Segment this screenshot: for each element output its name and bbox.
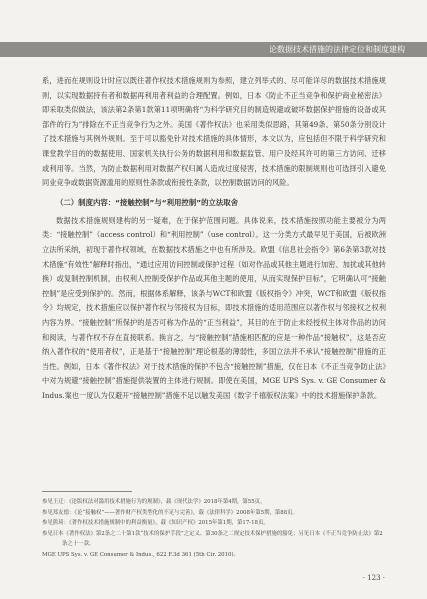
footnote: 参见熊琦：《著作权技术措施规制中的利益衡量》，载《知识产权》2015年第1期，第17-18页。 — [42, 520, 269, 526]
footnote: 参见日本《著作权法》第2条之二十第1款“技术的保护手段”之定义、第30条之二规定技术保护措施的豁免；另见日本《不正当竞争防止法》第2条之十一款。 — [42, 530, 383, 547]
footnote: MGE UPS Sys. v. GE Consumer & Indus., 622 F.3d 361 (5th Cir. 2010). — [42, 551, 236, 558]
footnote: 参见王迁：《论版权法对滥用技术措施行为的规制》，载《现代法学》2018年第4期，第55页。 — [42, 499, 266, 505]
section-heading: （二）制度内容：“接触控制”与“利用控制”的立法取舍 — [56, 197, 239, 207]
footnotes — [42, 497, 386, 560]
paragraph: 数据技术措施规则建构的另一疑难，在于保护范围问题。具体说来，技术措施按照功能主要被分为两类：“接触控制”（access control）和“利用控制”（use control）。这一分类方式最早见于美国，后被欧洲立法所采纳，初现于著作权领域，在数据技术措施之中也有所涉及。欧盟《信息社会指令》第6条第3款对技术措施“有效性”解释时指出，“通过应用访问控制或保护过程（如对作品或其他主题进行加密、加扰或其他转换）或复制控制机制，由权利人控制受保护作品或其他主题的使用，从而实现保护目标”，它明确认可“接触控制”是应受到保护的。然而，根据体系解释，该条与WCT和欧盟《版权指令》冲突，WCT和欧盟《版权指令》均规定，技术措施应以保护著作权与邻接权为目标，即技术措施的适用范围应以著作权与邻接权之权利内容为界。“接触控制”所保护的是否可称为作品的“正当利益”，其目的在于防止未经授权主体对作品的访问和阅读，与著作权不存在直接联系。换言之，与“接触控制”措施相匹配的应是一种作品“接触权”，这是否应纳入著作权的“使用者权”，正是基于“接触控制”理论根基的薄弱性，多国立法并不承认“接触控制”措施的正当性。例如，日本《著作权法》对于技术措施的保护不包含“接触控制”措施，仅在日本《不正当竞争防止法》中对为规避“接触控制”措施提供装置的主体进行规制。即使在美国，MGE UPS Sys. v. GE Consumer & Indus.案也一度认为仅避开“接触控制”措施不足以触发美国《数字千禧版权法案》中的技术措施保护条款。 — [42, 215, 386, 400]
footnote-separator — [42, 491, 132, 492]
page-number: · 123 · — [362, 574, 385, 582]
running-header — [0, 0, 427, 58]
body-text — [42, 74, 386, 403]
paragraph: 系，进而在规则设计时应以既往著作权技术措施规则为参照，建立列举式的、尽可能详尽的数据技术措施规则，以实现数据持有者和数据再利用者利益的合理配置。例如，日本《防止不正当竞争和保护商业秘密法》即采取类似做法，该法第2条第1款第11项明确将“为科学研究目的制造规避或破坏数据保护措施的设备或其部件的行为”排除在不正当竞争行为之外。美国《著作权法》也采用类似思路，其第49条、第50条分别设计了技术措施与其例外规则。至于可以豁免针对技术措施的具体情形，本文以为，应包括但不限于科学研究和课堂教学目的的数据使用、国家机关执行公务的数据利用和数据监管、用户及经其许可的第三方访问、迁移或利用等。当然，为防止数据利用对数据产权归属人造成过度侵害，技术措施的限制规则也可选择引入避免同业竞争或数据资源滥用的原则性条款或衔接性条款，以控制数据访问的风险。 — [42, 76, 386, 188]
footnote: 参见郑友德：《论“接触权”——著作财产权类型化的不足与完善》，载《法律科学》2008年第5期，第88页。 — [42, 509, 298, 516]
running-header-title: 论数据技术措施的法律定位和制度建构 — [269, 45, 405, 54]
